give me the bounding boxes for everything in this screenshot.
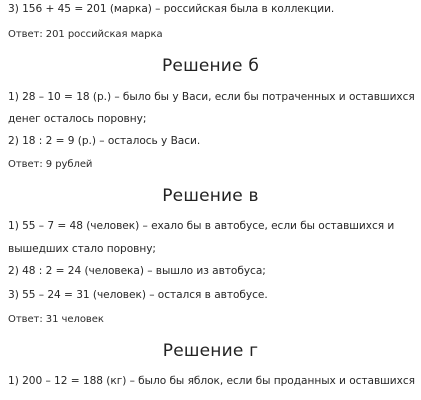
heading-solution-b: Решение б bbox=[161, 56, 260, 76]
solution-b-answer: Ответ: 9 рублей bbox=[8, 159, 93, 170]
heading-solution-g: Решение г bbox=[162, 341, 259, 361]
heading-solution-v: Решение в bbox=[162, 186, 259, 206]
solution-g-step-1: 1) 200 – 12 = 188 (кг) – было бы яблок, если бы проданных и оставшихся bbox=[8, 375, 415, 387]
solution-v-step-1: 1) 55 – 7 = 48 (человек) – ехало бы в автобусе, если бы оставшихся и bbox=[8, 220, 395, 232]
solution-a-step-3: 3) 156 + 45 = 201 (марка) – российская была в коллекции. bbox=[8, 3, 335, 15]
solution-b-step-1-cont: денег осталось поровну; bbox=[8, 113, 147, 125]
solution-b-step-2: 2) 18 : 2 = 9 (р.) – осталось у Васи. bbox=[8, 135, 201, 147]
solution-v-answer: Ответ: 31 человек bbox=[8, 314, 104, 325]
solution-b-step-1: 1) 28 – 10 = 18 (р.) – было бы у Васи, если бы потраченных и оставшихся bbox=[8, 91, 415, 103]
solution-v-step-1-cont: вышедших стало поровну; bbox=[8, 243, 156, 255]
solution-v-step-2: 2) 48 : 2 = 24 (человека) – вышло из автобуса; bbox=[8, 265, 266, 277]
solution-v-step-3: 3) 55 – 24 = 31 (человек) – остался в автобусе. bbox=[8, 289, 268, 301]
solution-a-answer: Ответ: 201 российская марка bbox=[8, 29, 163, 40]
